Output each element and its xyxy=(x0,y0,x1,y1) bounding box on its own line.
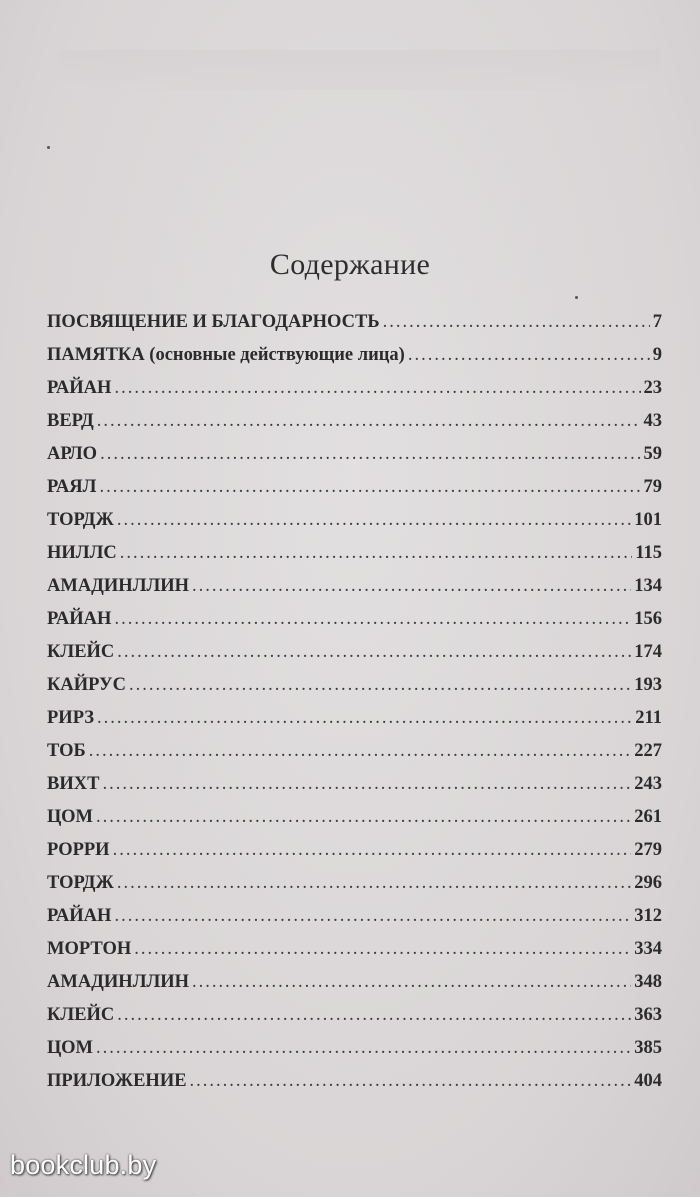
dot-leader xyxy=(192,576,631,597)
toc-entry[interactable] xyxy=(47,807,662,840)
toc-entry-page: 43 xyxy=(643,411,662,431)
toc-entry-title: КЛЕЙС xyxy=(47,1005,115,1025)
toc-entry-title: РАЙАН xyxy=(47,609,112,629)
toc-entry-title: АРЛО xyxy=(47,444,98,464)
toc-entry[interactable] xyxy=(47,774,662,807)
toc-entry-title: ПОСВЯЩЕНИЕ И БЛАГОДАРНОСТЬ xyxy=(47,312,380,332)
dot-leader xyxy=(134,939,631,960)
toc-entry[interactable] xyxy=(47,576,662,609)
dot-leader xyxy=(383,312,650,333)
dot-leader xyxy=(190,1071,632,1092)
toc-entry-title: РАЯЛ xyxy=(47,477,97,497)
toc-entry[interactable] xyxy=(47,741,662,774)
toc-entry-page: 211 xyxy=(635,708,662,728)
toc-entry[interactable] xyxy=(47,411,662,444)
toc-entry-page: 404 xyxy=(634,1071,662,1091)
toc-entry-page: 174 xyxy=(634,642,662,662)
toc-entry[interactable] xyxy=(47,1071,662,1104)
dot-leader xyxy=(114,378,640,399)
dot-leader xyxy=(114,609,631,630)
toc-entry[interactable] xyxy=(47,642,662,675)
toc-entry-title: ЦОМ xyxy=(47,1038,93,1058)
site-watermark: bookclub.by xyxy=(10,1150,157,1180)
dot-leader xyxy=(89,741,632,762)
toc-entry[interactable] xyxy=(47,939,662,972)
toc-entry-page: 79 xyxy=(643,477,662,497)
toc-entry[interactable] xyxy=(47,378,662,411)
toc-entry-title: ВИХТ xyxy=(47,774,100,794)
toc-entry-title: ТОРДЖ xyxy=(47,873,114,893)
toc-entry-page: 243 xyxy=(634,774,662,794)
toc-entry-page: 193 xyxy=(634,675,662,695)
print-speck xyxy=(47,146,50,149)
toc-entry-page: 261 xyxy=(634,807,662,827)
toc-entry[interactable] xyxy=(47,1038,662,1071)
page-title: Содержание xyxy=(269,248,431,281)
dot-leader xyxy=(96,1038,631,1059)
toc-entry-page: 134 xyxy=(634,576,662,596)
table-of-contents xyxy=(47,312,662,1104)
dot-leader xyxy=(117,1005,631,1026)
toc-entry-title: НИЛЛС xyxy=(47,543,117,563)
toc-entry-title: ЦОМ xyxy=(47,807,93,827)
toc-entry-page: 59 xyxy=(643,444,662,464)
toc-entry-title: КЛЕЙС xyxy=(47,642,115,662)
toc-entry-page: 279 xyxy=(634,840,662,860)
dot-leader xyxy=(117,642,631,663)
toc-entry-title: ТОРДЖ xyxy=(47,510,114,530)
toc-entry-page: 363 xyxy=(634,1005,662,1025)
toc-entry-title: РАЙАН xyxy=(47,378,112,398)
toc-entry[interactable] xyxy=(47,873,662,906)
toc-entry[interactable] xyxy=(47,609,662,642)
toc-entry[interactable] xyxy=(47,312,662,345)
print-speck xyxy=(575,296,578,299)
toc-entry[interactable] xyxy=(47,1005,662,1038)
toc-entry-page: 115 xyxy=(635,543,662,563)
toc-entry-title: РАЙАН xyxy=(47,906,112,926)
toc-entry[interactable] xyxy=(47,477,662,510)
toc-entry[interactable] xyxy=(47,708,662,741)
toc-entry-page: 23 xyxy=(643,378,662,398)
toc-entry-title: ПРИЛОЖЕНИЕ xyxy=(47,1071,187,1091)
dot-leader xyxy=(114,906,631,927)
toc-entry[interactable] xyxy=(47,444,662,477)
dot-leader xyxy=(97,411,641,432)
dot-leader xyxy=(113,840,632,861)
dot-leader xyxy=(99,477,640,498)
toc-entry-page: 7 xyxy=(652,312,662,332)
dot-leader xyxy=(408,345,650,366)
dot-leader xyxy=(117,510,631,531)
toc-entry[interactable] xyxy=(47,972,662,1005)
toc-entry-title: АМАДИНЛЛИН xyxy=(47,576,190,596)
dot-leader xyxy=(96,807,631,828)
show-through-text xyxy=(60,50,660,90)
dot-leader xyxy=(117,873,631,894)
dot-leader xyxy=(120,543,633,564)
toc-entry[interactable] xyxy=(47,840,662,873)
dot-leader xyxy=(100,444,640,465)
toc-entry-page: 296 xyxy=(634,873,662,893)
toc-entry-title: РОРРИ xyxy=(47,840,110,860)
toc-entry-title: АМАДИНЛЛИН xyxy=(47,972,190,992)
toc-entry-page: 334 xyxy=(634,939,662,959)
toc-entry-page: 385 xyxy=(634,1038,662,1058)
dot-leader xyxy=(97,708,632,729)
toc-entry-page: 312 xyxy=(634,906,662,926)
dot-leader xyxy=(129,675,631,696)
toc-entry-page: 348 xyxy=(634,972,662,992)
dot-leader xyxy=(102,774,631,795)
toc-entry-title: РИРЗ xyxy=(47,708,94,728)
toc-entry-title: МОРТОН xyxy=(47,939,132,959)
toc-entry[interactable] xyxy=(47,543,662,576)
toc-entry[interactable] xyxy=(47,345,662,378)
toc-entry[interactable] xyxy=(47,906,662,939)
toc-entry-title: ПАМЯТКА (основные действующие лица) xyxy=(47,345,405,365)
toc-entry-page: 156 xyxy=(634,609,662,629)
toc-entry-title: КАЙРУС xyxy=(47,675,126,695)
toc-entry-page: 227 xyxy=(634,741,662,761)
toc-entry[interactable] xyxy=(47,675,662,708)
toc-entry-title: ВЕРД xyxy=(47,411,94,431)
dot-leader xyxy=(192,972,631,993)
toc-entry-page: 9 xyxy=(652,345,662,365)
toc-entry-title: ТОБ xyxy=(47,741,86,761)
toc-entry-page: 101 xyxy=(634,510,662,530)
toc-entry[interactable] xyxy=(47,510,662,543)
